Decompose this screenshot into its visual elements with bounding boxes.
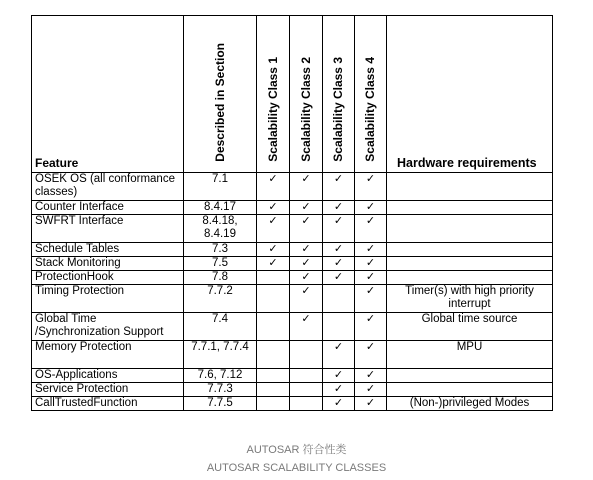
hardware-cell bbox=[387, 257, 553, 271]
sc1-cell: ✓ bbox=[257, 173, 290, 201]
table-row bbox=[32, 285, 553, 313]
table-row bbox=[32, 383, 553, 397]
sc1-cell: ✓ bbox=[257, 257, 290, 271]
feature-cell: Stack Monitoring bbox=[32, 257, 184, 271]
hardware-cell: MPU bbox=[387, 341, 553, 369]
header-sc3-label: Scalability Class 3 bbox=[331, 57, 345, 162]
section-cell: 7.7.3 bbox=[184, 383, 257, 397]
section-cell: 7.7.5 bbox=[184, 397, 257, 411]
table-row bbox=[32, 173, 553, 201]
sc2-cell: ✓ bbox=[290, 257, 323, 271]
hardware-cell bbox=[387, 383, 553, 397]
section-cell: 7.4 bbox=[184, 313, 257, 341]
sc3-cell: ✓ bbox=[323, 173, 355, 201]
feature-cell: CallTrustedFunction bbox=[32, 397, 184, 411]
hardware-cell bbox=[387, 271, 553, 285]
sc1-cell bbox=[257, 383, 290, 397]
sc4-cell: ✓ bbox=[355, 341, 387, 369]
table-row bbox=[32, 313, 553, 341]
header-sc3 bbox=[323, 16, 355, 173]
header-feature: Feature bbox=[32, 16, 184, 173]
sc4-cell: ✓ bbox=[355, 313, 387, 341]
header-row bbox=[32, 16, 553, 173]
table-row bbox=[32, 201, 553, 215]
sc4-cell: ✓ bbox=[355, 383, 387, 397]
sc4-cell: ✓ bbox=[355, 271, 387, 285]
sc3-cell: ✓ bbox=[323, 397, 355, 411]
sc1-cell bbox=[257, 369, 290, 383]
sc4-cell: ✓ bbox=[355, 173, 387, 201]
header-sc2-label: Scalability Class 2 bbox=[298, 57, 313, 162]
sc2-cell bbox=[290, 383, 323, 397]
feature-cell: OS-Applications bbox=[32, 369, 184, 383]
section-cell: 7.5 bbox=[184, 257, 257, 271]
sc1-cell bbox=[257, 341, 290, 369]
header-section-label: Described in Section bbox=[212, 43, 227, 162]
table-row bbox=[32, 215, 553, 243]
sc4-cell: ✓ bbox=[355, 369, 387, 383]
feature-cell: Counter Interface bbox=[32, 201, 184, 215]
feature-cell: ProtectionHook bbox=[32, 271, 184, 285]
sc3-cell: ✓ bbox=[323, 243, 355, 257]
table-row bbox=[32, 341, 553, 369]
section-cell: 7.8 bbox=[184, 271, 257, 285]
sc3-cell: ✓ bbox=[323, 369, 355, 383]
sc1-cell bbox=[257, 397, 290, 411]
sc4-cell: ✓ bbox=[355, 201, 387, 215]
header-section bbox=[184, 16, 257, 173]
hardware-cell bbox=[387, 243, 553, 257]
section-cell: 7.7.2 bbox=[184, 285, 257, 313]
sc2-cell: ✓ bbox=[290, 201, 323, 215]
sc1-cell: ✓ bbox=[257, 215, 290, 243]
sc2-cell bbox=[290, 397, 323, 411]
table-row bbox=[32, 257, 553, 271]
section-cell: 7.6, 7.12 bbox=[184, 369, 257, 383]
caption-chinese: AUTOSAR 符合性类 bbox=[246, 444, 347, 456]
header-hardware: Hardware requirements bbox=[387, 16, 553, 173]
feature-cell: OSEK OS (all conformance classes) bbox=[32, 173, 184, 201]
sc1-cell: ✓ bbox=[257, 243, 290, 257]
section-cell: 7.1 bbox=[184, 173, 257, 201]
hardware-cell bbox=[387, 201, 553, 215]
feature-cell: Service Protection bbox=[32, 383, 184, 397]
sc3-cell: ✓ bbox=[323, 341, 355, 369]
sc4-cell: ✓ bbox=[355, 215, 387, 243]
hardware-cell: (Non-)privileged Modes bbox=[387, 397, 553, 411]
table-row bbox=[32, 271, 553, 285]
sc3-cell: ✓ bbox=[323, 383, 355, 397]
sc2-cell: ✓ bbox=[290, 313, 323, 341]
feature-cell: Global Time /Synchronization Support bbox=[32, 313, 184, 341]
sc3-cell: ✓ bbox=[323, 271, 355, 285]
hardware-cell bbox=[387, 215, 553, 243]
table-row bbox=[32, 397, 553, 411]
sc2-cell: ✓ bbox=[290, 215, 323, 243]
hardware-cell bbox=[387, 369, 553, 383]
sc3-cell bbox=[323, 285, 355, 313]
section-cell: 8.4.17 bbox=[184, 201, 257, 215]
caption-english: AUTOSAR SCALABILITY CLASSES bbox=[206, 462, 387, 474]
sc1-cell bbox=[257, 285, 290, 313]
sc3-cell: ✓ bbox=[323, 257, 355, 271]
header-sc2 bbox=[290, 16, 323, 173]
header-sc1 bbox=[257, 16, 290, 173]
header-sc4 bbox=[355, 16, 387, 173]
sc3-cell: ✓ bbox=[323, 201, 355, 215]
scalability-table bbox=[31, 15, 553, 411]
sc3-cell bbox=[323, 313, 355, 341]
hardware-cell: Global time source bbox=[387, 313, 553, 341]
table-row bbox=[32, 369, 553, 383]
feature-cell: Timing Protection bbox=[32, 285, 184, 313]
scalability-table-container bbox=[31, 15, 553, 411]
sc2-cell bbox=[290, 369, 323, 383]
hardware-cell bbox=[387, 173, 553, 201]
sc1-cell bbox=[257, 313, 290, 341]
feature-cell: SWFRT Interface bbox=[32, 215, 184, 243]
sc1-cell: ✓ bbox=[257, 201, 290, 215]
table-row bbox=[32, 243, 553, 257]
sc4-cell: ✓ bbox=[355, 397, 387, 411]
sc1-cell bbox=[257, 271, 290, 285]
sc4-cell: ✓ bbox=[355, 243, 387, 257]
sc2-cell: ✓ bbox=[290, 271, 323, 285]
hardware-cell: Timer(s) with high priority interrupt bbox=[387, 285, 553, 313]
section-cell: 7.3 bbox=[184, 243, 257, 257]
header-sc4-label: Scalability Class 4 bbox=[363, 57, 377, 162]
sc4-cell: ✓ bbox=[355, 285, 387, 313]
table-body bbox=[32, 173, 553, 411]
feature-cell: Memory Protection bbox=[32, 341, 184, 369]
header-sc1-label: Scalability Class 1 bbox=[265, 57, 280, 162]
sc4-cell: ✓ bbox=[355, 257, 387, 271]
sc2-cell: ✓ bbox=[290, 173, 323, 201]
section-cell: 8.4.18, 8.4.19 bbox=[184, 215, 257, 243]
sc3-cell: ✓ bbox=[323, 215, 355, 243]
sc2-cell bbox=[290, 341, 323, 369]
feature-cell: Schedule Tables bbox=[32, 243, 184, 257]
sc2-cell: ✓ bbox=[290, 285, 323, 313]
sc2-cell: ✓ bbox=[290, 243, 323, 257]
section-cell: 7.7.1, 7.7.4 bbox=[184, 341, 257, 369]
